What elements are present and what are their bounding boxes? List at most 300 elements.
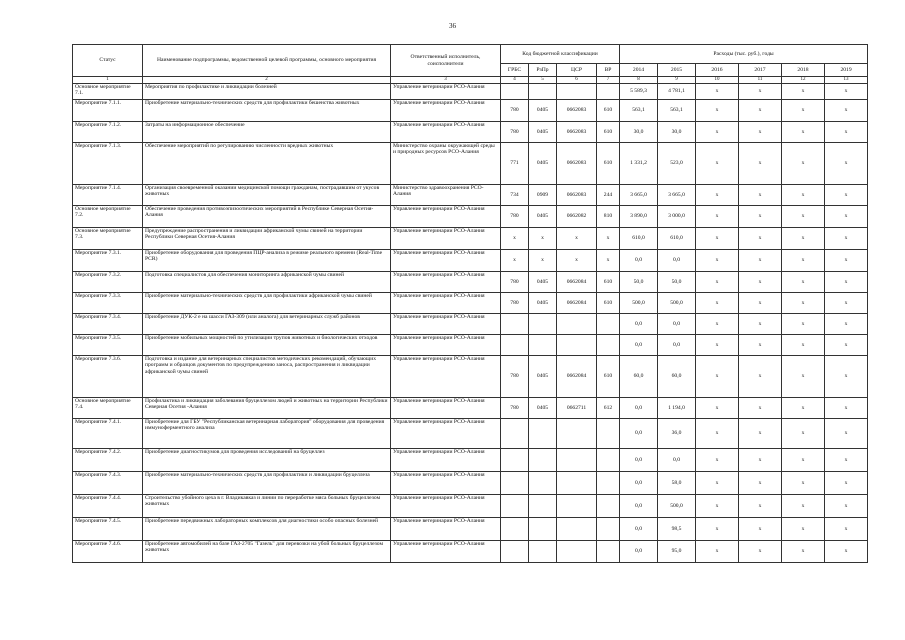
expense-2017-cell: x xyxy=(739,541,782,563)
expense-2019-cell: x xyxy=(825,541,868,563)
table-row xyxy=(73,100,868,122)
executor-cell: Управление ветеринарии РСО-Алания xyxy=(391,398,501,419)
column-number: 8 xyxy=(620,77,658,84)
grbs-cell: 780 xyxy=(501,398,529,419)
expense-2019-cell: x xyxy=(825,272,868,293)
vr-cell xyxy=(597,495,620,518)
executor-cell: Министерство охраны окружающей среды и природных ресурсов РСО-Алания xyxy=(391,143,501,185)
vr-cell: 610 xyxy=(597,293,620,314)
expense-2015-cell: 95,0 xyxy=(658,541,696,563)
expense-2019-cell: x xyxy=(825,314,868,335)
executor-cell: Управление ветеринарии РСО-Алания xyxy=(391,472,501,495)
expense-2014-cell: 5 589,3 xyxy=(620,84,658,100)
vr-cell xyxy=(597,518,620,541)
expense-2014-cell: 0,0 xyxy=(620,518,658,541)
grbs-cell xyxy=(501,518,529,541)
expense-2014-cell: 0,0 xyxy=(620,335,658,356)
vr-cell: 244 xyxy=(597,185,620,206)
expense-2016-cell: x xyxy=(696,518,739,541)
expense-2017-cell: x xyxy=(739,250,782,272)
rzpr-cell: 0405 xyxy=(529,100,557,122)
expense-2017-cell: x xyxy=(739,185,782,206)
expense-2017-cell: x xyxy=(739,143,782,185)
expense-2015-cell: 1 194,0 xyxy=(658,398,696,419)
expense-2018-cell: x xyxy=(782,335,825,356)
header-budget-code: Код бюджетной классификации xyxy=(501,45,620,64)
rzpr-cell xyxy=(529,518,557,541)
expense-2014-cell: 0,0 xyxy=(620,472,658,495)
status-cell: Мероприятие 7.3.1. xyxy=(73,250,143,272)
expense-2016-cell: x xyxy=(696,250,739,272)
grbs-cell: 780 xyxy=(501,356,529,398)
vr-cell: 610 xyxy=(597,272,620,293)
rzpr-cell: 0909 xyxy=(529,185,557,206)
table-row xyxy=(73,228,868,250)
vr-cell: 610 xyxy=(597,122,620,143)
expense-2015-cell: 523,0 xyxy=(658,143,696,185)
vr-cell xyxy=(597,419,620,449)
expense-2014-cell: 610,0 xyxy=(620,228,658,250)
rzpr-cell xyxy=(529,472,557,495)
expense-2018-cell: x xyxy=(782,84,825,100)
expense-2018-cell: x xyxy=(782,228,825,250)
expense-2017-cell: x xyxy=(739,84,782,100)
grbs-cell xyxy=(501,541,529,563)
expense-2015-cell: 500,0 xyxy=(658,495,696,518)
rzpr-cell: 0405 xyxy=(529,356,557,398)
table-row xyxy=(73,272,868,293)
expense-2019-cell: x xyxy=(825,472,868,495)
name-cell: Приобретение материально-технических средств для профилактики африканской чумы свиней xyxy=(143,293,391,314)
name-cell: Приобретение для ГБУ "Республиканская ветеринарная лаборатория" оборудования для проведения иммуноферментного анализа xyxy=(143,419,391,449)
name-cell: Приобретение диагностикумов для проведения исследований на бруцеллез xyxy=(143,449,391,472)
vr-cell xyxy=(597,541,620,563)
csr-cell xyxy=(557,472,597,495)
executor-cell: Управление ветеринарии РСО-Алания xyxy=(391,84,501,100)
column-number: 2 xyxy=(143,77,391,84)
status-cell: Мероприятие 7.1.1. xyxy=(73,100,143,122)
expense-2016-cell: x xyxy=(696,314,739,335)
grbs-cell: x xyxy=(501,250,529,272)
table-row xyxy=(73,449,868,472)
header-executor: Ответственный исполнитель, соисполнители xyxy=(391,45,501,77)
rzpr-cell: 0405 xyxy=(529,398,557,419)
executor-cell: Управление ветеринарии РСО-Алания xyxy=(391,518,501,541)
expense-2015-cell: 36,0 xyxy=(658,419,696,449)
csr-cell: 0662083 xyxy=(557,185,597,206)
expense-2018-cell: x xyxy=(782,495,825,518)
csr-cell xyxy=(557,541,597,563)
vr-cell xyxy=(597,314,620,335)
rzpr-cell: x xyxy=(529,250,557,272)
rzpr-cell xyxy=(529,84,557,100)
column-number: 9 xyxy=(658,77,696,84)
header-rzpr: РзПр xyxy=(529,64,557,77)
expense-2015-cell: 0,0 xyxy=(658,335,696,356)
expense-2016-cell: x xyxy=(696,356,739,398)
vr-cell: x xyxy=(597,228,620,250)
expense-2017-cell: x xyxy=(739,272,782,293)
vr-cell xyxy=(597,472,620,495)
header-csr: ЦСР xyxy=(557,64,597,77)
expense-2015-cell: 610,0 xyxy=(658,228,696,250)
csr-cell: 0662711 xyxy=(557,398,597,419)
expense-2014-cell: 0,0 xyxy=(620,541,658,563)
expense-2014-cell: 0,0 xyxy=(620,419,658,449)
expense-2018-cell: x xyxy=(782,143,825,185)
expense-2014-cell: 50,0 xyxy=(620,272,658,293)
expense-2015-cell: 0,0 xyxy=(658,250,696,272)
expense-2018-cell: x xyxy=(782,206,825,228)
executor-cell: Управление ветеринарии РСО-Алания xyxy=(391,449,501,472)
expense-2017-cell: x xyxy=(739,228,782,250)
header-grbs: ГРБС xyxy=(501,64,529,77)
grbs-cell: 780 xyxy=(501,100,529,122)
csr-cell xyxy=(557,518,597,541)
expense-2015-cell: 30,0 xyxy=(658,122,696,143)
csr-cell: x xyxy=(557,228,597,250)
vr-cell xyxy=(597,335,620,356)
expense-2015-cell: 58,0 xyxy=(658,472,696,495)
status-cell: Мероприятие 7.4.6. xyxy=(73,541,143,563)
grbs-cell xyxy=(501,472,529,495)
expense-2018-cell: x xyxy=(782,419,825,449)
csr-cell: 0662082 xyxy=(557,206,597,228)
expense-2015-cell: 3 665,0 xyxy=(658,185,696,206)
column-number: 3 xyxy=(391,77,501,84)
expense-2018-cell: x xyxy=(782,314,825,335)
table-row xyxy=(73,185,868,206)
expense-2017-cell: x xyxy=(739,335,782,356)
rzpr-cell xyxy=(529,314,557,335)
csr-cell: 0662084 xyxy=(557,293,597,314)
executor-cell: Управление ветеринарии РСО-Алания xyxy=(391,206,501,228)
expense-2015-cell: 60,0 xyxy=(658,356,696,398)
expense-2017-cell: x xyxy=(739,449,782,472)
grbs-cell xyxy=(501,449,529,472)
status-cell: Мероприятие 7.1.2. xyxy=(73,122,143,143)
page-number: 36 xyxy=(449,22,456,30)
table-row xyxy=(73,472,868,495)
executor-cell: Управление ветеринарии РСО-Алания xyxy=(391,419,501,449)
expense-2014-cell: 0,0 xyxy=(620,314,658,335)
expense-2019-cell: x xyxy=(825,356,868,398)
expense-2017-cell: x xyxy=(739,472,782,495)
status-cell: Мероприятие 7.3.3. xyxy=(73,293,143,314)
expense-2019-cell: x xyxy=(825,185,868,206)
expense-2014-cell: 3 890,0 xyxy=(620,206,658,228)
csr-cell: 0662083 xyxy=(557,143,597,185)
expense-2018-cell: x xyxy=(782,356,825,398)
column-number: 4 xyxy=(501,77,529,84)
status-cell: Мероприятие 7.1.4. xyxy=(73,185,143,206)
expense-2017-cell: x xyxy=(739,419,782,449)
grbs-cell xyxy=(501,419,529,449)
name-cell: Приобретение передвижных лабораторных комплексов для диагностики особо опасных болезней xyxy=(143,518,391,541)
vr-cell: 612 xyxy=(597,398,620,419)
table-row xyxy=(73,518,868,541)
table-row xyxy=(73,541,868,563)
expense-2016-cell: x xyxy=(696,185,739,206)
expense-2017-cell: x xyxy=(739,122,782,143)
expense-2014-cell: 0,0 xyxy=(620,250,658,272)
expense-2019-cell: x xyxy=(825,84,868,100)
expense-2016-cell: x xyxy=(696,206,739,228)
expense-2018-cell: x xyxy=(782,185,825,206)
status-cell: Мероприятие 7.4.3. xyxy=(73,472,143,495)
grbs-cell: 734 xyxy=(501,185,529,206)
expense-2016-cell: x xyxy=(696,541,739,563)
expense-2019-cell: x xyxy=(825,495,868,518)
expense-2015-cell: 98,5 xyxy=(658,518,696,541)
rzpr-cell: 0405 xyxy=(529,272,557,293)
rzpr-cell xyxy=(529,335,557,356)
grbs-cell xyxy=(501,314,529,335)
expense-2014-cell: 0,0 xyxy=(620,449,658,472)
column-number: 7 xyxy=(597,77,620,84)
status-cell: Основное мероприятие 7.4. xyxy=(73,398,143,419)
vr-cell: 610 xyxy=(597,143,620,185)
expense-2015-cell: 500,0 xyxy=(658,293,696,314)
expense-2019-cell: x xyxy=(825,100,868,122)
expense-2017-cell: x xyxy=(739,398,782,419)
expense-2014-cell: 500,0 xyxy=(620,293,658,314)
expense-2017-cell: x xyxy=(739,314,782,335)
expense-2016-cell: x xyxy=(696,100,739,122)
grbs-cell: 780 xyxy=(501,293,529,314)
status-cell: Мероприятие 7.4.4. xyxy=(73,495,143,518)
executor-cell: Управление ветеринарии РСО-Алания xyxy=(391,314,501,335)
expense-2017-cell: x xyxy=(739,293,782,314)
expense-2016-cell: x xyxy=(696,228,739,250)
executor-cell: Министерство здравоохранения РСО-Алания xyxy=(391,185,501,206)
table-row xyxy=(73,122,868,143)
status-cell: Мероприятие 7.1.3. xyxy=(73,143,143,185)
status-cell: Основное мероприятие 7.3. xyxy=(73,228,143,250)
vr-cell xyxy=(597,84,620,100)
rzpr-cell: 0405 xyxy=(529,293,557,314)
table-row xyxy=(73,419,868,449)
column-number: 11 xyxy=(739,77,782,84)
expense-2018-cell: x xyxy=(782,472,825,495)
executor-cell: Управление ветеринарии РСО-Алания xyxy=(391,122,501,143)
csr-cell xyxy=(557,84,597,100)
executor-cell: Управление ветеринарии РСО-Алания xyxy=(391,228,501,250)
expense-2015-cell: 0,0 xyxy=(658,449,696,472)
table-row xyxy=(73,356,868,398)
rzpr-cell xyxy=(529,419,557,449)
name-cell: Подготовка специалистов для обеспечения мониторинга африканской чумы свиней xyxy=(143,272,391,293)
status-cell: Мероприятие 7.3.6. xyxy=(73,356,143,398)
expense-2014-cell: 0,0 xyxy=(620,398,658,419)
name-cell: Приобретение материально-технических средств для профилактики и ликвидации бруцеллеза xyxy=(143,472,391,495)
expense-2018-cell: x xyxy=(782,272,825,293)
table-row xyxy=(73,495,868,518)
grbs-cell: 771 xyxy=(501,143,529,185)
name-cell: Мероприятия по профилактике и ликвидации болезней xyxy=(143,84,391,100)
grbs-cell: x xyxy=(501,228,529,250)
rzpr-cell: 0405 xyxy=(529,143,557,185)
name-cell: Строительство убойного цеха в г. Владикавказ и линии по переработке мяса больных бруцеллезом животных xyxy=(143,495,391,518)
expense-2016-cell: x xyxy=(696,419,739,449)
vr-cell xyxy=(597,449,620,472)
column-number: 5 xyxy=(529,77,557,84)
name-cell: Организация своевременной оказании медицинской помощи гражданам, пострадавшим от укусов животных xyxy=(143,185,391,206)
expense-2018-cell: x xyxy=(782,449,825,472)
expense-2019-cell: x xyxy=(825,122,868,143)
expense-2016-cell: x xyxy=(696,122,739,143)
csr-cell xyxy=(557,314,597,335)
grbs-cell xyxy=(501,495,529,518)
expense-2019-cell: x xyxy=(825,518,868,541)
header-year: 2015 xyxy=(658,64,696,77)
expense-2019-cell: x xyxy=(825,206,868,228)
header-year: 2018 xyxy=(782,64,825,77)
executor-cell: Управление ветеринарии РСО-Алания xyxy=(391,272,501,293)
column-number: 12 xyxy=(782,77,825,84)
expense-2017-cell: x xyxy=(739,495,782,518)
expense-2016-cell: x xyxy=(696,293,739,314)
expense-2016-cell: x xyxy=(696,495,739,518)
status-cell: Мероприятие 7.4.5. xyxy=(73,518,143,541)
rzpr-cell: x xyxy=(529,228,557,250)
grbs-cell xyxy=(501,84,529,100)
csr-cell: 0662083 xyxy=(557,100,597,122)
executor-cell: Управление ветеринарии РСО-Алания xyxy=(391,495,501,518)
expense-2017-cell: x xyxy=(739,518,782,541)
expense-2018-cell: x xyxy=(782,100,825,122)
executor-cell: Управление ветеринарии РСО-Алания xyxy=(391,335,501,356)
header-name: Наименование подпрограммы, ведомственной целевой программы, основного мероприятия xyxy=(143,45,391,77)
table-row xyxy=(73,250,868,272)
name-cell: Приобретение мобильных мощностей по утилизации трупов животных и биологических отходов xyxy=(143,335,391,356)
expense-2019-cell: x xyxy=(825,293,868,314)
header-year: 2014 xyxy=(620,64,658,77)
status-cell: Основное мероприятие 7.2. xyxy=(73,206,143,228)
expense-2016-cell: x xyxy=(696,335,739,356)
header-status: Статус xyxy=(73,45,143,77)
name-cell: Затраты на информационное обеспечение xyxy=(143,122,391,143)
rzpr-cell xyxy=(529,449,557,472)
expense-2014-cell: 0,0 xyxy=(620,495,658,518)
column-numbers-row xyxy=(73,77,868,84)
name-cell: Приобретение материально-технических средств для профилактики бешенства животных xyxy=(143,100,391,122)
table-row xyxy=(73,398,868,419)
table-row xyxy=(73,293,868,314)
rzpr-cell: 0405 xyxy=(529,122,557,143)
vr-cell: x xyxy=(597,250,620,272)
expense-2014-cell: 1 331,2 xyxy=(620,143,658,185)
csr-cell xyxy=(557,419,597,449)
expense-2018-cell: x xyxy=(782,541,825,563)
status-cell: Основное мероприятие 7.1. xyxy=(73,84,143,100)
executor-cell: Управление ветеринарии РСО-Алания xyxy=(391,100,501,122)
grbs-cell: 780 xyxy=(501,272,529,293)
expense-2019-cell: x xyxy=(825,228,868,250)
expense-2015-cell: 563,1 xyxy=(658,100,696,122)
csr-cell: x xyxy=(557,250,597,272)
csr-cell: 0662083 xyxy=(557,122,597,143)
table-row xyxy=(73,314,868,335)
csr-cell xyxy=(557,335,597,356)
expense-2014-cell: 60,0 xyxy=(620,356,658,398)
expense-2016-cell: x xyxy=(696,84,739,100)
name-cell: Профилактика и ликвидация заболевания бруцеллезом людей и животных на территории Республики Северная Осетия -Алания xyxy=(143,398,391,419)
column-number: 13 xyxy=(825,77,868,84)
grbs-cell xyxy=(501,335,529,356)
header-year: 2019 xyxy=(825,64,868,77)
vr-cell: 810 xyxy=(597,206,620,228)
table-row xyxy=(73,335,868,356)
expense-2016-cell: x xyxy=(696,449,739,472)
executor-cell: Управление ветеринарии РСО-Алания xyxy=(391,293,501,314)
expense-2015-cell: 50,0 xyxy=(658,272,696,293)
expense-2015-cell: 3 000,0 xyxy=(658,206,696,228)
rzpr-cell xyxy=(529,495,557,518)
name-cell: Приобретение оборудования для проведения ПЦР-анализа в режиме реального времени (Real-Time PCR) xyxy=(143,250,391,272)
csr-cell: 0662084 xyxy=(557,356,597,398)
status-cell: Мероприятие 7.3.5. xyxy=(73,335,143,356)
status-cell: Мероприятие 7.4.2. xyxy=(73,449,143,472)
expense-2018-cell: x xyxy=(782,518,825,541)
name-cell: Обеспечение мероприятий по регулированию численности вредных животных xyxy=(143,143,391,185)
vr-cell: 610 xyxy=(597,356,620,398)
expense-2016-cell: x xyxy=(696,143,739,185)
status-cell: Мероприятие 7.4.1. xyxy=(73,419,143,449)
expense-2019-cell: x xyxy=(825,250,868,272)
expense-2018-cell: x xyxy=(782,398,825,419)
name-cell: Предупреждение распространения и ликвидации африканской чумы свиней на территории Республики Северная Осетия-Алания xyxy=(143,228,391,250)
csr-cell xyxy=(557,449,597,472)
executor-cell: Управление ветеринарии РСО-Алания xyxy=(391,541,501,563)
header-year: 2017 xyxy=(739,64,782,77)
expense-2017-cell: x xyxy=(739,206,782,228)
table-row xyxy=(73,143,868,185)
name-cell: Приобретение ДУК-2 е на шасси ГАЗ-309 (или аналога) для ветеринарных служб районов xyxy=(143,314,391,335)
expense-2019-cell: x xyxy=(825,419,868,449)
expense-2015-cell: 4 781,1 xyxy=(658,84,696,100)
rzpr-cell: 0405 xyxy=(529,206,557,228)
expense-2017-cell: x xyxy=(739,356,782,398)
table-row xyxy=(73,84,868,100)
csr-cell: 0662084 xyxy=(557,272,597,293)
status-cell: Мероприятие 7.3.2. xyxy=(73,272,143,293)
executor-cell: Управление ветеринарии РСО-Алания xyxy=(391,250,501,272)
budget-table xyxy=(72,44,868,563)
expense-2018-cell: x xyxy=(782,122,825,143)
name-cell: Подготовка и издание для ветеринарных специалистов методических рекомендаций, обучающих программ и образцов документов по предупреждению заноса, распространения и ликвидации африканской чумы свиней xyxy=(143,356,391,398)
status-cell: Мероприятие 7.3.4. xyxy=(73,314,143,335)
expense-2019-cell: x xyxy=(825,449,868,472)
column-number: 10 xyxy=(696,77,739,84)
expense-2019-cell: x xyxy=(825,143,868,185)
column-number: 1 xyxy=(73,77,143,84)
column-number: 6 xyxy=(557,77,597,84)
executor-cell: Управление ветеринарии РСО-Алания xyxy=(391,356,501,398)
grbs-cell: 780 xyxy=(501,206,529,228)
vr-cell: 610 xyxy=(597,100,620,122)
expense-2016-cell: x xyxy=(696,472,739,495)
expense-2018-cell: x xyxy=(782,293,825,314)
expense-2016-cell: x xyxy=(696,272,739,293)
table-body xyxy=(73,84,868,563)
expense-2017-cell: x xyxy=(739,100,782,122)
table-row xyxy=(73,206,868,228)
expense-2014-cell: 563,1 xyxy=(620,100,658,122)
name-cell: Приобретение автомобилей на базе ГАЗ-2705 "Газель" для перевозки на убой больных бруцеллезом животных xyxy=(143,541,391,563)
expense-2016-cell: x xyxy=(696,398,739,419)
expense-2014-cell: 30,0 xyxy=(620,122,658,143)
